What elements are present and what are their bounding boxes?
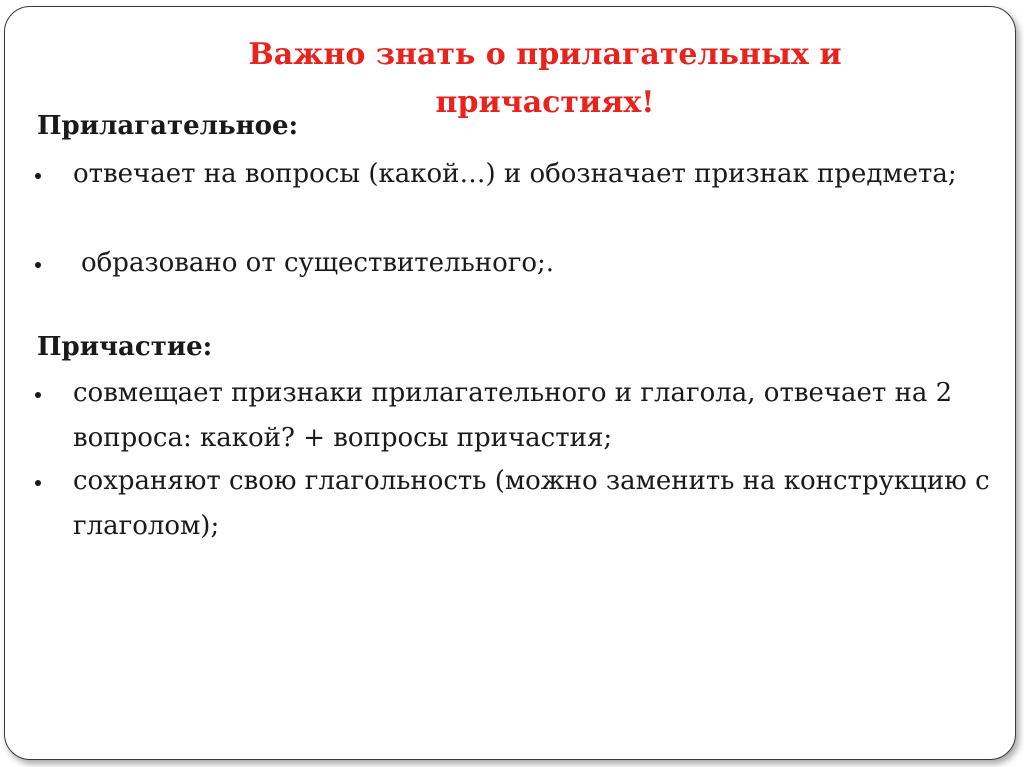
bullet-dot-icon xyxy=(35,392,41,398)
bullet-text: совмещает признаки прилагательного и глагола, отвечает на 2 вопроса: какой? + вопросы причастия; xyxy=(73,378,953,453)
bullet-dot-icon xyxy=(35,262,41,268)
bullet-text: сохраняют свою глагольность (можно заменить на конструкцию с глаголом); xyxy=(73,466,990,541)
bullet-text: отвечает на вопросы (какой…) и обозначает признак предмета; xyxy=(73,159,957,189)
participle-heading: Причастие: xyxy=(37,332,213,362)
participle-bullet-2 xyxy=(35,459,995,549)
adjective-heading: Прилагательное: xyxy=(37,111,299,141)
slide-title: Важно знать о прилагательных и причастиях! xyxy=(248,37,842,120)
bullet-dot-icon xyxy=(35,173,41,179)
participle-bullet-1 xyxy=(35,371,995,461)
bullet-dot-icon xyxy=(35,480,41,486)
bullet-text: образовано от существительного;. xyxy=(81,248,555,278)
adjective-bullet-2 xyxy=(35,241,995,286)
slide-frame xyxy=(4,6,1016,760)
adjective-bullet-1 xyxy=(35,152,995,197)
